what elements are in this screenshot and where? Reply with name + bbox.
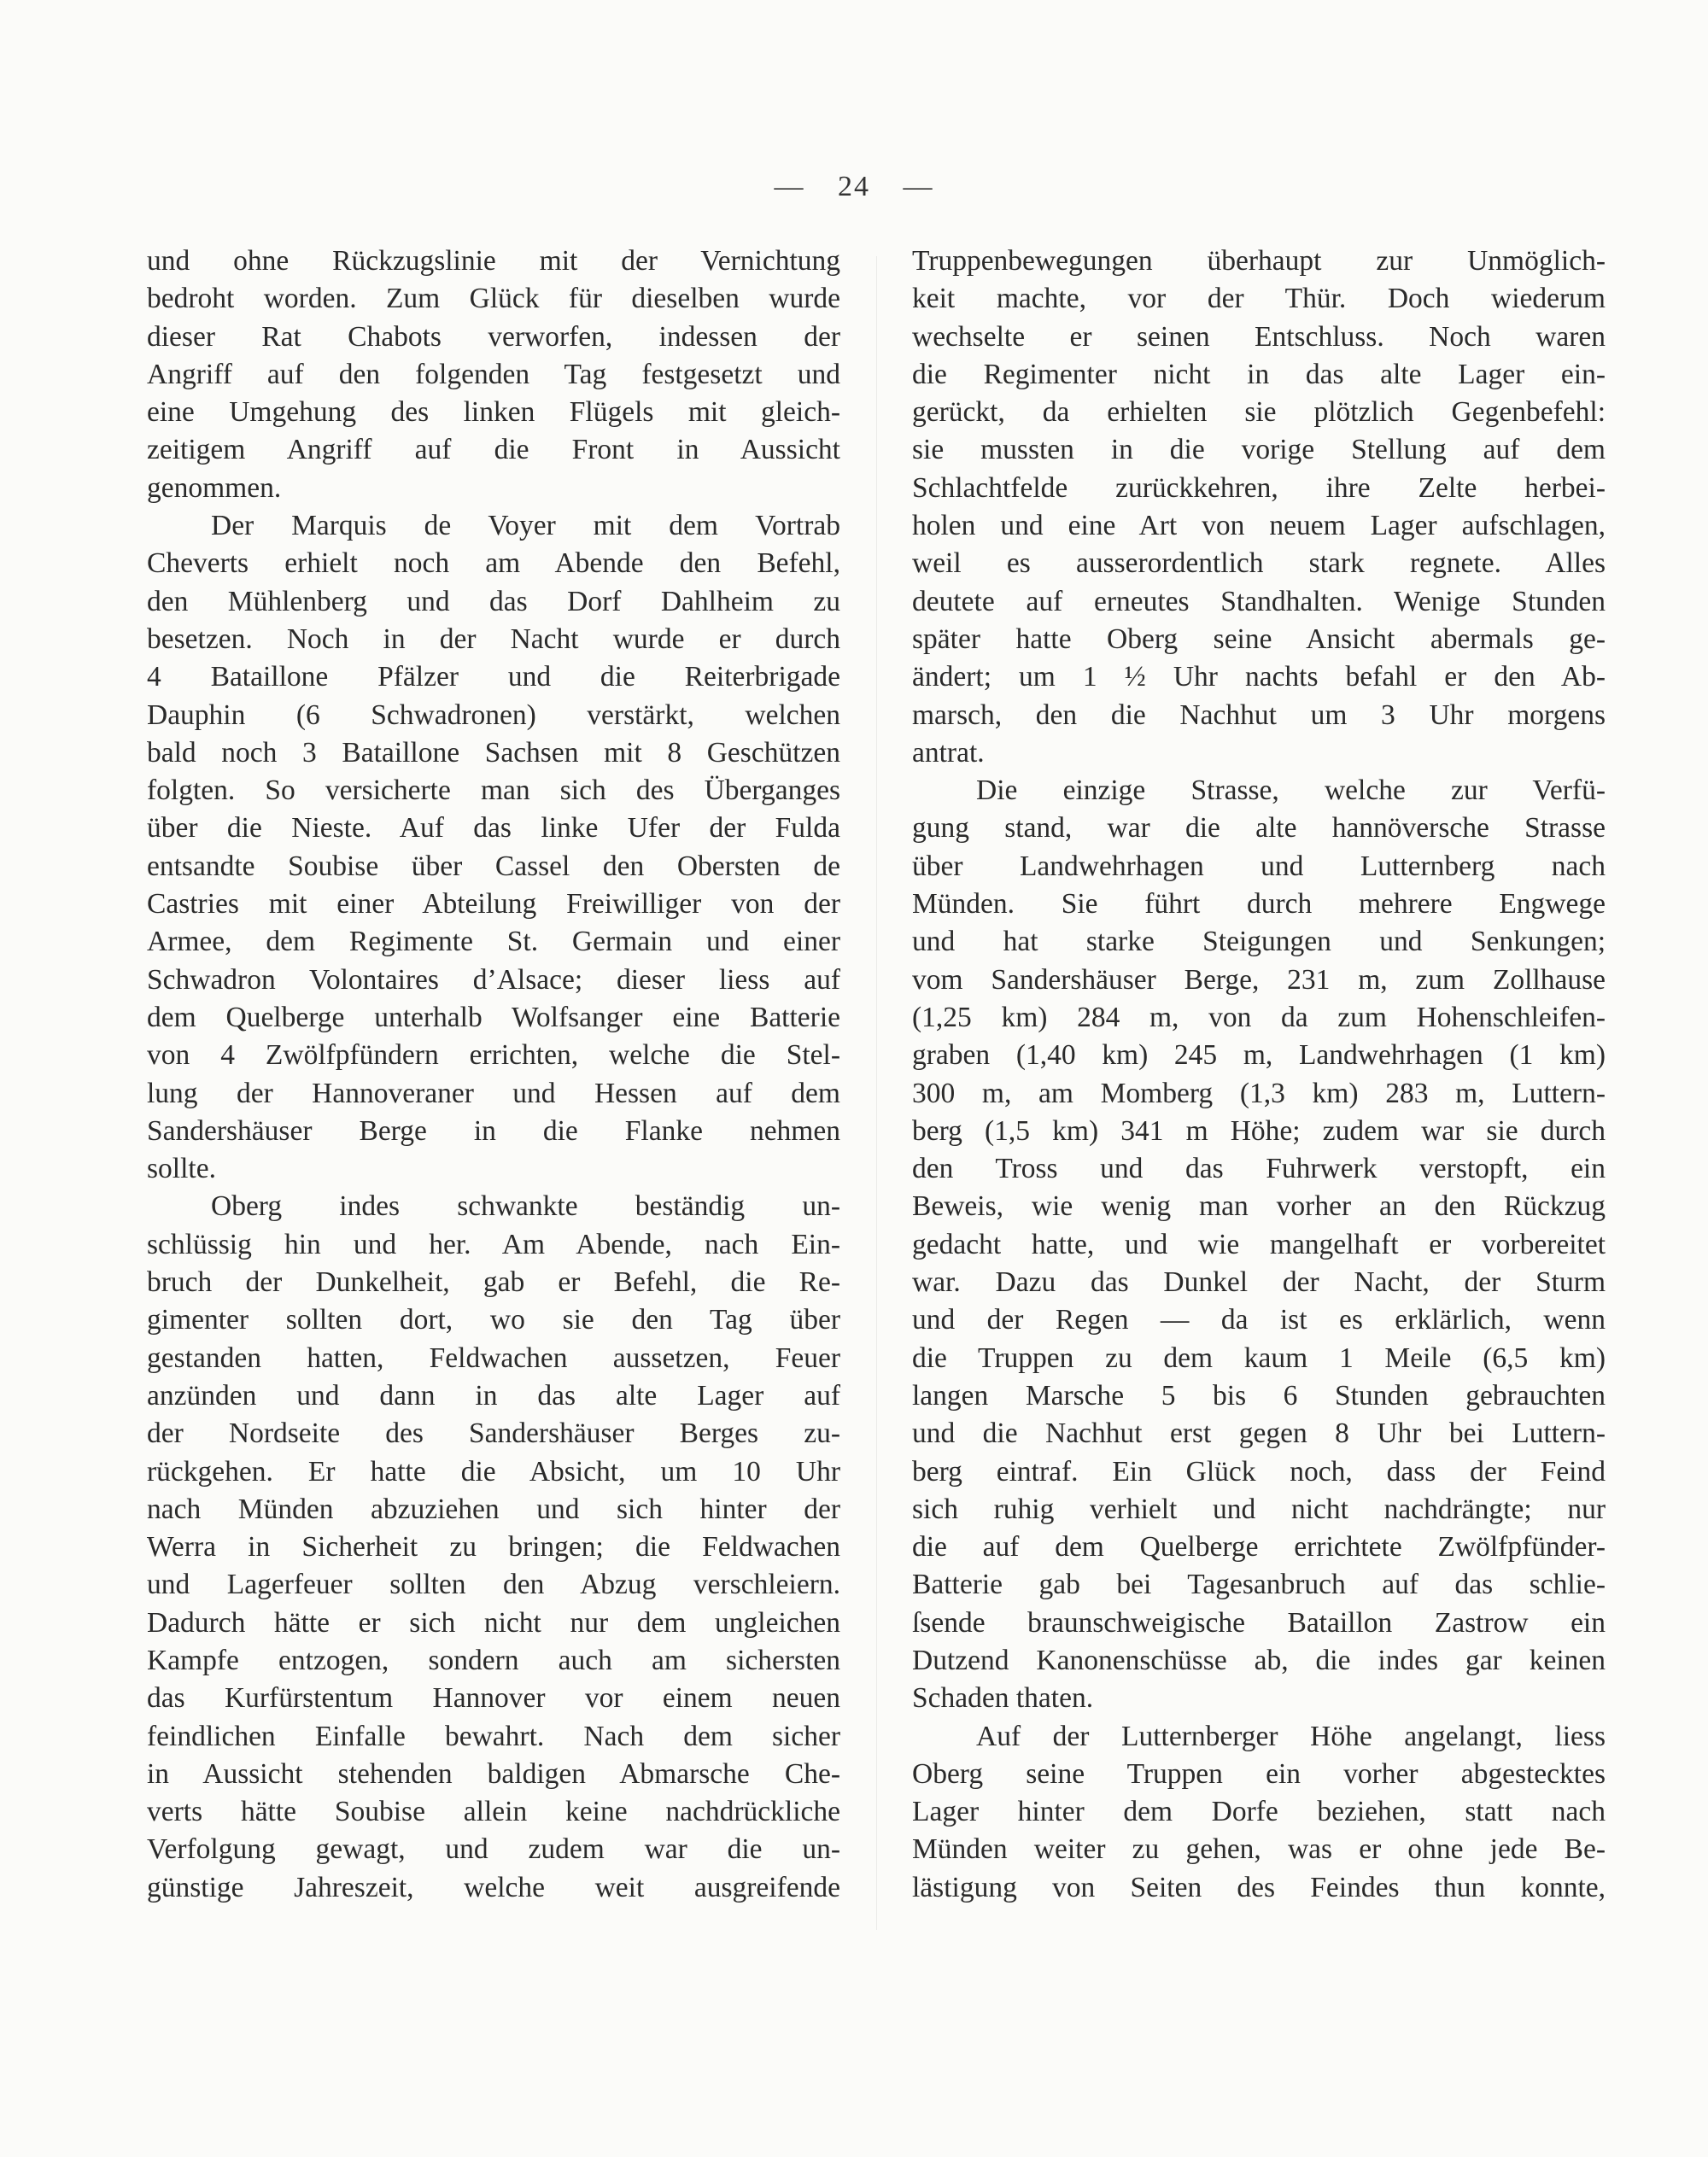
text-line: bald noch 3 Bataillone Sachsen mit 8 Geschützen [147,736,840,769]
text-line: feindlichen Einfalle bewahrt. Nach dem sicher [147,1720,840,1752]
text-line: Dauphin (6 Schwadronen) verstärkt, welchen [147,699,840,731]
text-line: Oberg indes schwankte beständig un- [211,1190,840,1223]
text-line: Lager hinter dem Dorfe beziehen, statt nach [912,1796,1606,1828]
text-line: gerückt, da erhielten sie plötzlich Gegenbefehl: [912,396,1606,429]
text-line: war. Dazu das Dunkel der Nacht, der Sturm [912,1266,1606,1299]
text-line: später hatte Oberg seine Ansicht abermals ge- [912,623,1606,655]
text-line: anzünden und dann in das alte Lager auf [147,1379,840,1412]
text-line: Auf der Lutternberger Höhe angelangt, liess [976,1720,1606,1752]
text-line: sich ruhig verhielt und nicht nachdrängte; nur [912,1493,1606,1525]
text-line: eine Umgehung des linken Flügels mit gleich- [147,396,840,429]
right-column [912,243,1606,1907]
text-line: günstige Jahreszeit, welche weit ausgreifende [147,1871,840,1903]
text-line: Werra in Sicherheit zu bringen; die Feldwachen [147,1531,840,1564]
text-line: Sandershäuser Berge in die Flanke nehmen [147,1114,840,1147]
text-line: folgten. So versicherte man sich des Überganges [147,775,840,807]
text-line: Schlachtfelde zurückkehren, ihre Zelte herbei- [912,471,1606,504]
text-line: Cheverts erhielt noch am Abende den Befehl, [147,547,840,580]
text-line: dieser Rat Chabots verworfen, indessen der [147,320,840,353]
text-line: genommen. [147,471,282,504]
text-line: nach Münden abzuziehen und sich hinter der [147,1493,840,1525]
text-line: und hat starke Steigungen und Senkungen; [912,926,1606,958]
text-line: lung der Hannoveraner und Hessen auf dem [147,1077,840,1109]
text-line: Schaden thaten. [912,1682,1094,1715]
text-line: und die Nachhut erst gegen 8 Uhr bei Luttern- [912,1418,1606,1450]
text-line: schlüssig hin und her. Am Abende, nach Ein- [147,1228,840,1260]
text-line: rückgehen. Er hatte die Absicht, um 10 Uhr [147,1455,840,1488]
paragraph [147,1188,840,1907]
text-line: vom Sandershäuser Berge, 231 m, zum Zollhause [912,963,1606,996]
text-line: Beweis, wie wenig man vorher an den Rückzug [912,1190,1606,1223]
text-line: Verfolgung gewagt, und zudem war die un- [147,1833,840,1866]
page-number-dash-right: — [903,171,934,202]
text-line: 300 m, am Momberg (1,3 km) 283 m, Luttern- [912,1077,1606,1109]
text-line: Kampfe entzogen, sondern auch am sichersten [147,1644,840,1676]
text-line: Castries mit einer Abteilung Freiwilliger von der [147,888,840,921]
text-line: antrat. [912,736,985,769]
text-line: ſsende braunschweigische Bataillon Zastrow ein [912,1606,1606,1639]
paragraph [147,243,840,507]
text-line: bedroht worden. Zum Glück für dieselben wurde [147,283,840,315]
text-line: gedacht hatte, und wie mangelhaft er vorbereitet [912,1228,1606,1260]
text-line: weil es ausserordentlich stark regnete. Alles [912,547,1606,580]
text-line: holen und eine Art von neuem Lager aufschlagen, [912,510,1606,542]
paragraph [147,507,840,1188]
text-line: und ohne Rückzugslinie mit der Vernichtung [147,245,840,277]
paragraph [912,1718,1606,1907]
text-line: Schwadron Volontaires d’Alsace; dieser liess auf [147,963,840,996]
text-line: und Lagerfeuer sollten den Abzug verschleiern. [147,1569,840,1601]
text-line: Dadurch hätte er sich nicht nur dem ungleichen [147,1606,840,1639]
text-line: keit machte, vor der Thür. Doch wiederum [912,283,1606,315]
page-number: 24 [838,171,870,202]
page-number-header [0,171,1708,203]
text-line: verts hätte Soubise allein keine nachdrückliche [147,1796,840,1828]
text-line: entsandte Soubise über Cassel den Obersten de [147,850,840,882]
text-line: deutete auf erneutes Standhalten. Wenige Stunden [912,585,1606,617]
text-line: zeitigem Angriff auf die Front in Aussicht [147,434,840,466]
text-line: marsch, den die Nachhut um 3 Uhr morgens [912,699,1606,731]
text-line: dem Quelberge unterhalb Wolfsanger eine Batterie [147,1001,840,1033]
text-line: Der Marquis de Voyer mit dem Vortrab [211,510,840,542]
text-line: Oberg seine Truppen ein vorher abgestecktes [912,1757,1606,1790]
text-line: die Regimenter nicht in das alte Lager ein- [912,358,1606,390]
text-line: langen Marsche 5 bis 6 Stunden gebrauchten [912,1379,1606,1412]
text-line: berg (1,5 km) 341 m Höhe; zudem war sie durch [912,1114,1606,1147]
text-line: das Kurfürstentum Hannover vor einem neuen [147,1682,840,1715]
text-line: in Aussicht stehenden baldigen Abmarsche Che- [147,1757,840,1790]
text-line: wechselte er seinen Entschluss. Noch waren [912,320,1606,353]
left-column [147,243,840,1907]
text-line: Truppenbewegungen überhaupt zur Unmöglich- [912,245,1606,277]
text-line: besetzen. Noch in der Nacht wurde er durch [147,623,840,655]
text-line: Angriff auf den folgenden Tag festgesetzt und [147,358,840,390]
text-line: über Landwehrhagen und Lutternberg nach [912,850,1606,882]
text-line: von 4 Zwölfpfündern errichten, welche die Stel- [147,1039,840,1072]
text-line: die Truppen zu dem kaum 1 Meile (6,5 km) [912,1342,1606,1374]
text-line: gestanden hatten, Feldwachen aussetzen, Feuer [147,1342,840,1374]
column-divider [876,256,877,1930]
text-line: ändert; um 1 ½ Uhr nachts befahl er den Ab- [912,661,1606,693]
text-line: den Mühlenberg und das Dorf Dahlheim zu [147,585,840,617]
text-line: den Tross und das Fuhrwerk verstopft, ein [912,1153,1606,1185]
text-line: (1,25 km) 284 m, von da zum Hohenschleifen- [912,1001,1606,1033]
text-line: und der Regen — da ist es erklärlich, wenn [912,1304,1606,1336]
text-line: Armee, dem Regimente St. Germain und einer [147,926,840,958]
text-line: berg eintraf. Ein Glück noch, dass der Feind [912,1455,1606,1488]
text-line: über die Nieste. Auf das linke Ufer der Fulda [147,812,840,845]
paragraph [912,772,1606,1717]
paragraph [912,243,1606,772]
page-number-dash-left: — [774,171,805,202]
text-line: Batterie gab bei Tagesanbruch auf das schlie- [912,1569,1606,1601]
text-line: Die einzige Strasse, welche zur Verfü- [976,775,1606,807]
text-line: graben (1,40 km) 245 m, Landwehrhagen (1 km) [912,1039,1606,1072]
text-line: der Nordseite des Sandershäuser Berges zu- [147,1418,840,1450]
text-line: gimenter sollten dort, wo sie den Tag über [147,1304,840,1336]
text-line: bruch der Dunkelheit, gab er Befehl, die Re- [147,1266,840,1299]
text-line: Münden. Sie führt durch mehrere Engwege [912,888,1606,921]
text-line: Dutzend Kanonenschüsse ab, die indes gar keinen [912,1644,1606,1676]
text-line: 4 Bataillone Pfälzer und die Reiterbrigade [147,661,840,693]
text-line: sollte. [147,1153,216,1185]
text-line: lästigung von Seiten des Feindes thun konnte, [912,1871,1606,1903]
text-line: Münden weiter zu gehen, was er ohne jede Be- [912,1833,1606,1866]
text-line: gung stand, war die alte hannöversche Strasse [912,812,1606,845]
text-line: sie mussten in die vorige Stellung auf dem [912,434,1606,466]
text-line: die auf dem Quelberge errichtete Zwölfpfünder- [912,1531,1606,1564]
